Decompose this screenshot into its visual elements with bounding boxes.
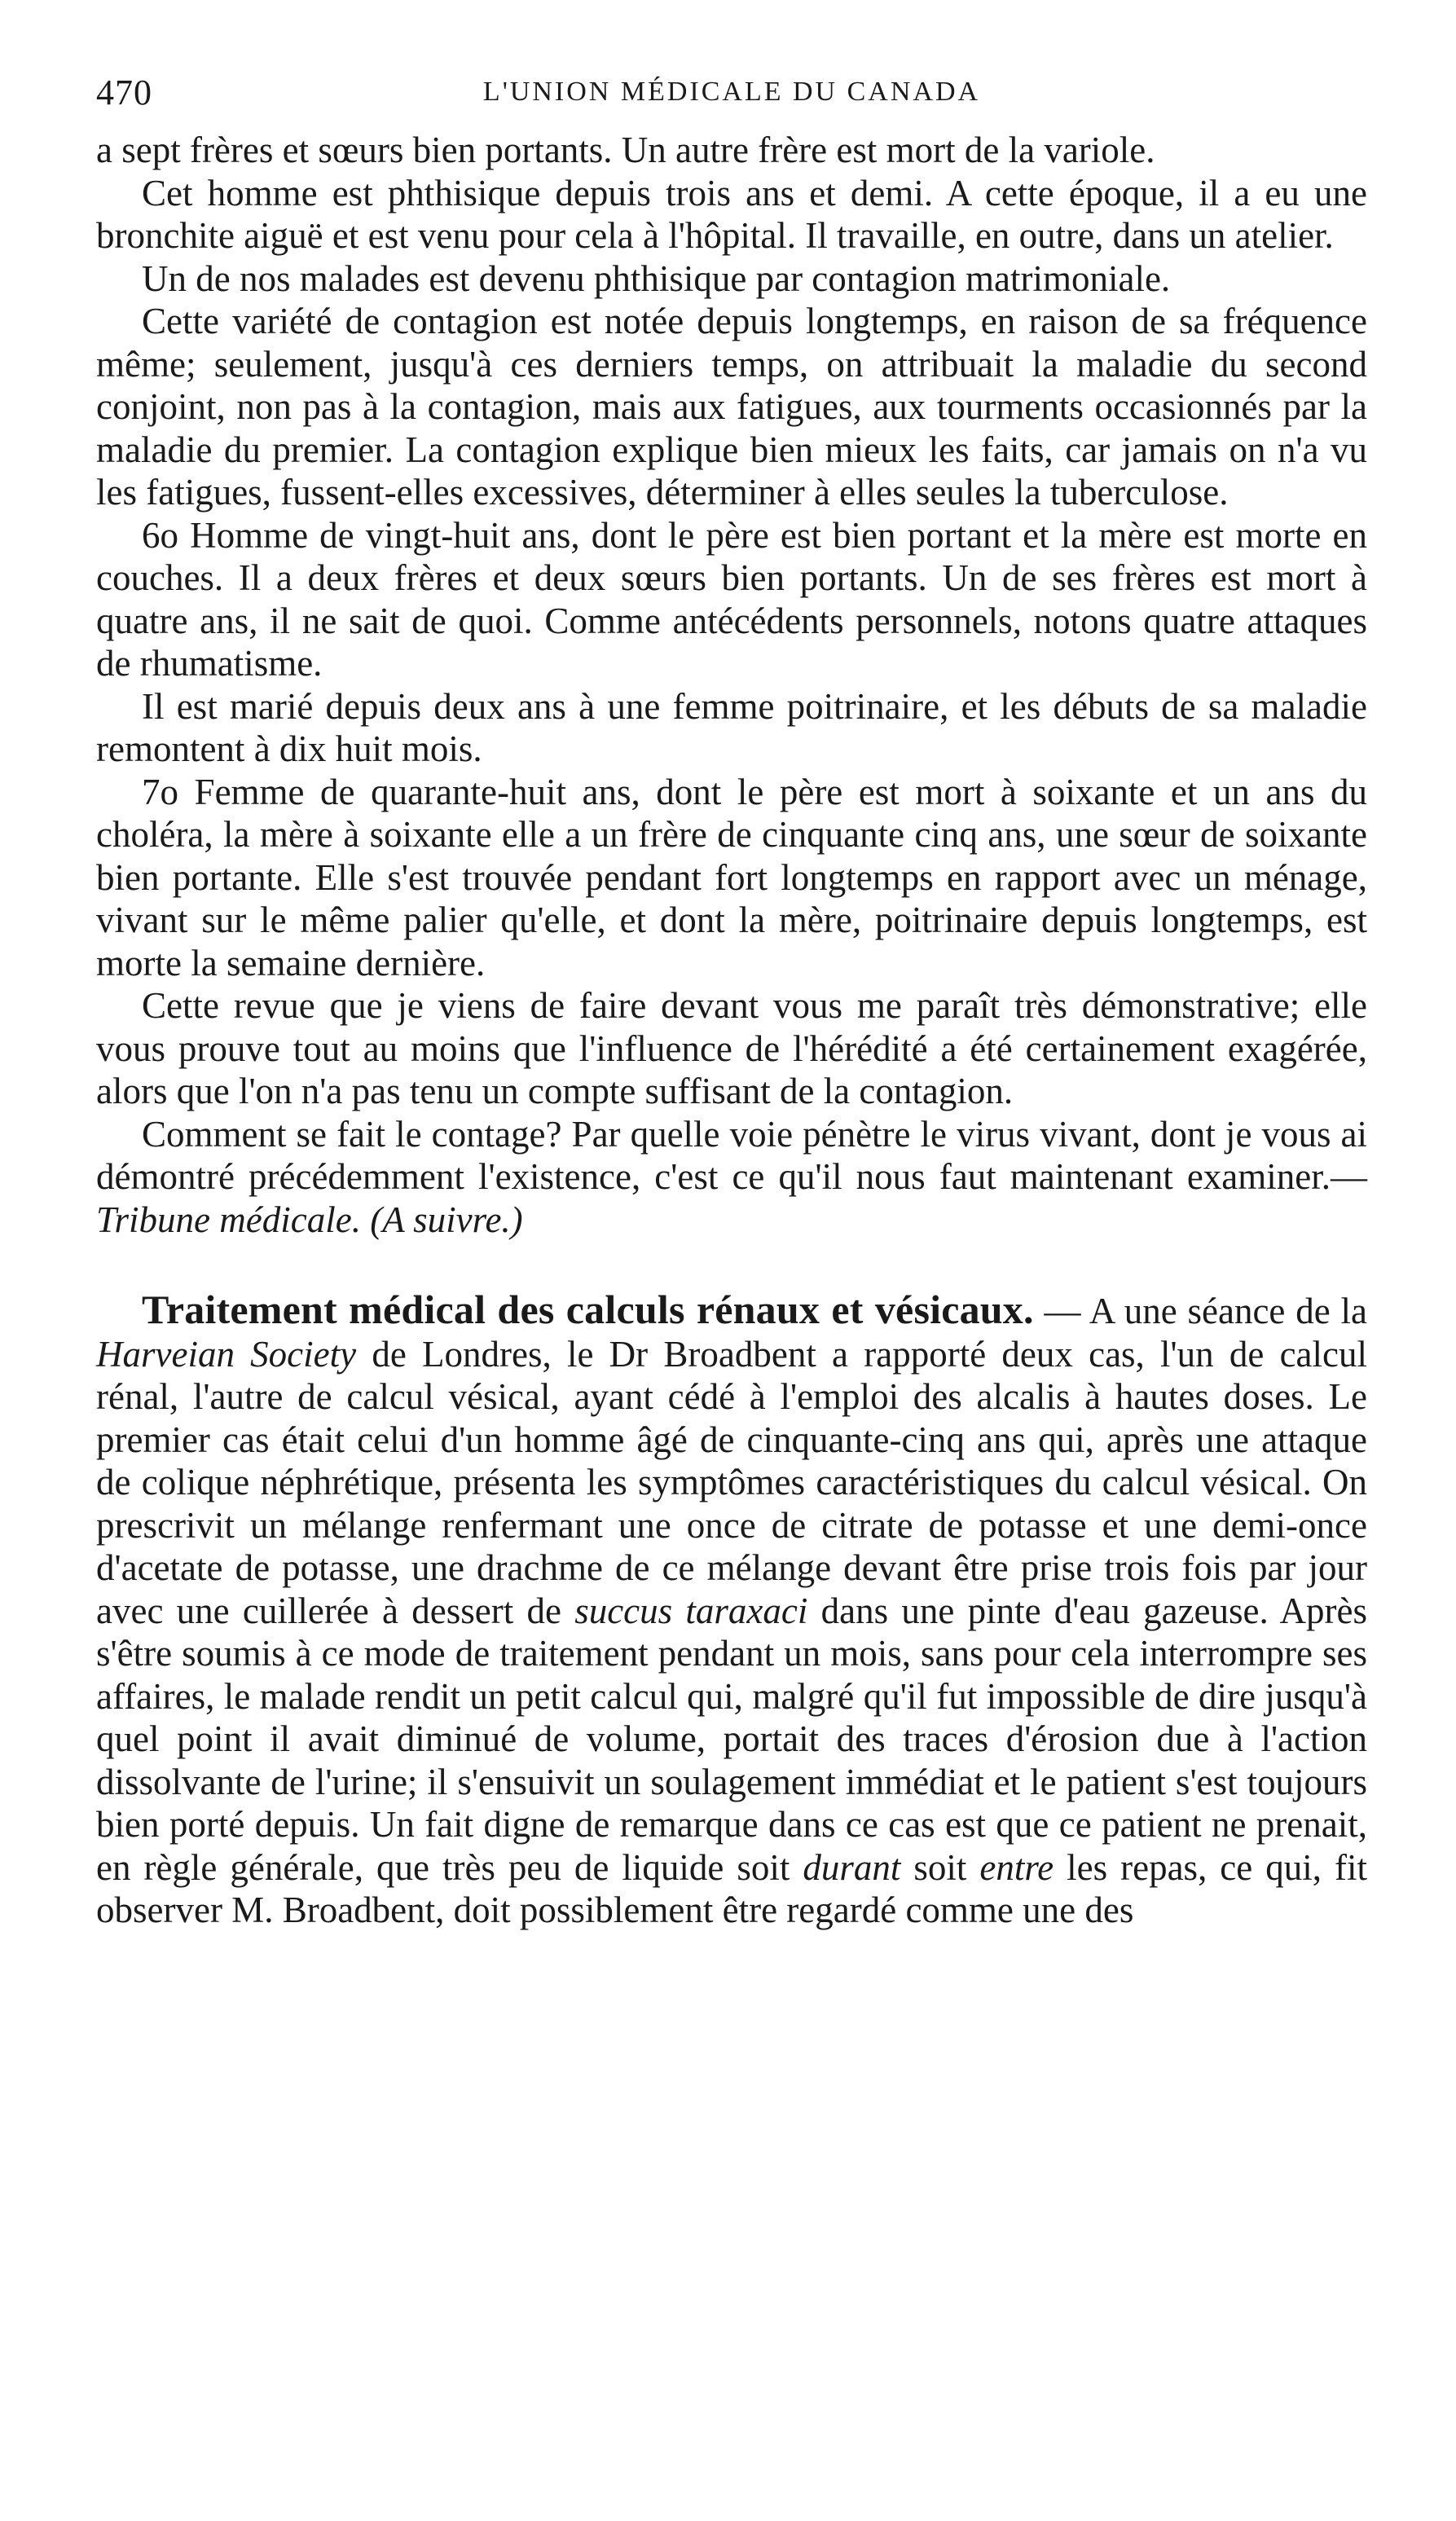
section-text-5: les repas, ce qui, fit observer M. Broadbent, doit possiblement être regardé comme une des [96,1846,1367,1930]
closing-text: Comment se fait le contage? Par quelle voie pénètre le virus vivant, dont je vous ai démontré précédemment l'existence, c'est ce qu'il nous faut maintenant examiner.— [96,1113,1367,1197]
section-text-1: — A une séance de la [1033,1291,1367,1331]
paragraph-closing [96,1113,1367,1242]
paragraph-matrimonial-contagion: Un de nos malades est devenu phthisique par contagion matrimoniale. [142,257,1171,299]
source-citation: Tribune médicale. [96,1199,361,1240]
paragraph-continuation: a sept frères et sœurs bien portants. Un autre frère est mort de la variole. [96,130,1155,170]
paragraph-review-conclusion: Cette revue que je viens de faire devant vous me paraît très démonstrative; elle vous prouve tout au moins que l'influence de l'hérédité a été certainement exagérée, alors que l'on n'a pas tenu un compte suffisant de la contagion. [96,985,1367,1111]
paragraph-case-history: Cet homme est phthisique depuis trois ans et demi. A cette époque, il a eu une bronchite aiguë et est venu pour cela à l'hôpital. Il travaille, en outre, dans un atelier. [96,172,1367,256]
journal-title: L'UNION MÉDICALE DU CANADA [482,77,981,107]
section-paragraph [96,1288,1367,1932]
section-divider-space [96,1241,1367,1288]
to-be-continued: (A suivre.) [370,1199,523,1240]
paragraph-case-6-marriage: Il est marié depuis deux ans à une femme poitrinaire, et les débuts de sa maladie remontent à dix huit mois. [96,685,1367,769]
remedy-name: succus taraxaci [574,1590,808,1631]
running-head [96,72,1367,129]
page-number: 470 [96,73,152,112]
society-name: Harveian Society [96,1333,357,1375]
article-body [96,129,1367,1932]
paragraph-case-6: 6o Homme de vingt-huit ans, dont le père est bien portant et la mère est morte en couches. Il a deux frères et deux sœurs bien portants. Un de ses frères est mort à quatre ans, il ne sait de quoi. Comme antécédents personnels, notons quatre attaques de rhumatisme. [96,514,1367,684]
section-title: Traitement médical des calculs rénaux et vésicaux. [142,1287,1034,1332]
emphasis-durant: durant [803,1846,901,1888]
journal-page [96,72,1367,1932]
emphasis-entre: entre [979,1846,1054,1888]
section-text-3: dans une pinte d'eau gazeuse. Après s'être soumis à ce mode de traitement pendant un mois, sans pour cela interrompre ses affaires, le malade rendit un petit calcul qui, malgré qu'il fut impossible de dire jusqu'à quel point il avait diminué de volume, portait des traces d'érosion due à l'action dissolvante de l'urine; il s'ensuivit un soulagement immédiat et le patient s'est toujours bien porté depuis. Un fait digne de remarque dans ce cas est que ce patient ne prenait, en règle générale, que très peu de liquide soit [96,1590,1367,1888]
section-text-4: soit [900,1846,980,1888]
paragraph-contagion-variety: Cette variété de contagion est notée depuis longtemps, en raison de sa fréquence même; seulement, jusqu'à ces derniers temps, on attribuait la maladie du second conjoint, non pas à la contagion, mais aux fatigues, aux tourments occasionnés par la maladie du premier. La contagion explique bien mieux les faits, car jamais on n'a vu les fatigues, fussent-elles excessives, déterminer à elles seules la tuberculose. [96,301,1367,513]
section-text-2: de Londres, le Dr Broadbent a rapporté deux cas, l'un de calcul rénal, l'autre de calcul vésical, ayant cédé à l'emploi des alcalis à hautes doses. Le premier cas était celui d'un homme âgé de cinquante-cinq ans qui, après une attaque de colique néphrétique, présenta les symptômes caractéristiques du calcul vésical. On prescrivit un mélange renfermant une once de citrate de potasse et une demi-once d'acetate de potasse, une drachme de ce mélange devant être prise trois fois par jour avec une cuillerée à dessert de [96,1333,1367,1631]
paragraph-case-7: 7o Femme de quarante-huit ans, dont le père est mort à soixante et un ans du choléra, la mère à soixante elle a un frère de cinquante cinq ans, une sœur de soixante bien portante. Elle s'est trouvée pendant fort longtemps en rapport avec un ménage, vivant sur le même palier qu'elle, et dont la mère, poitrinaire depuis longtemps, est morte la semaine dernière. [96,771,1367,983]
